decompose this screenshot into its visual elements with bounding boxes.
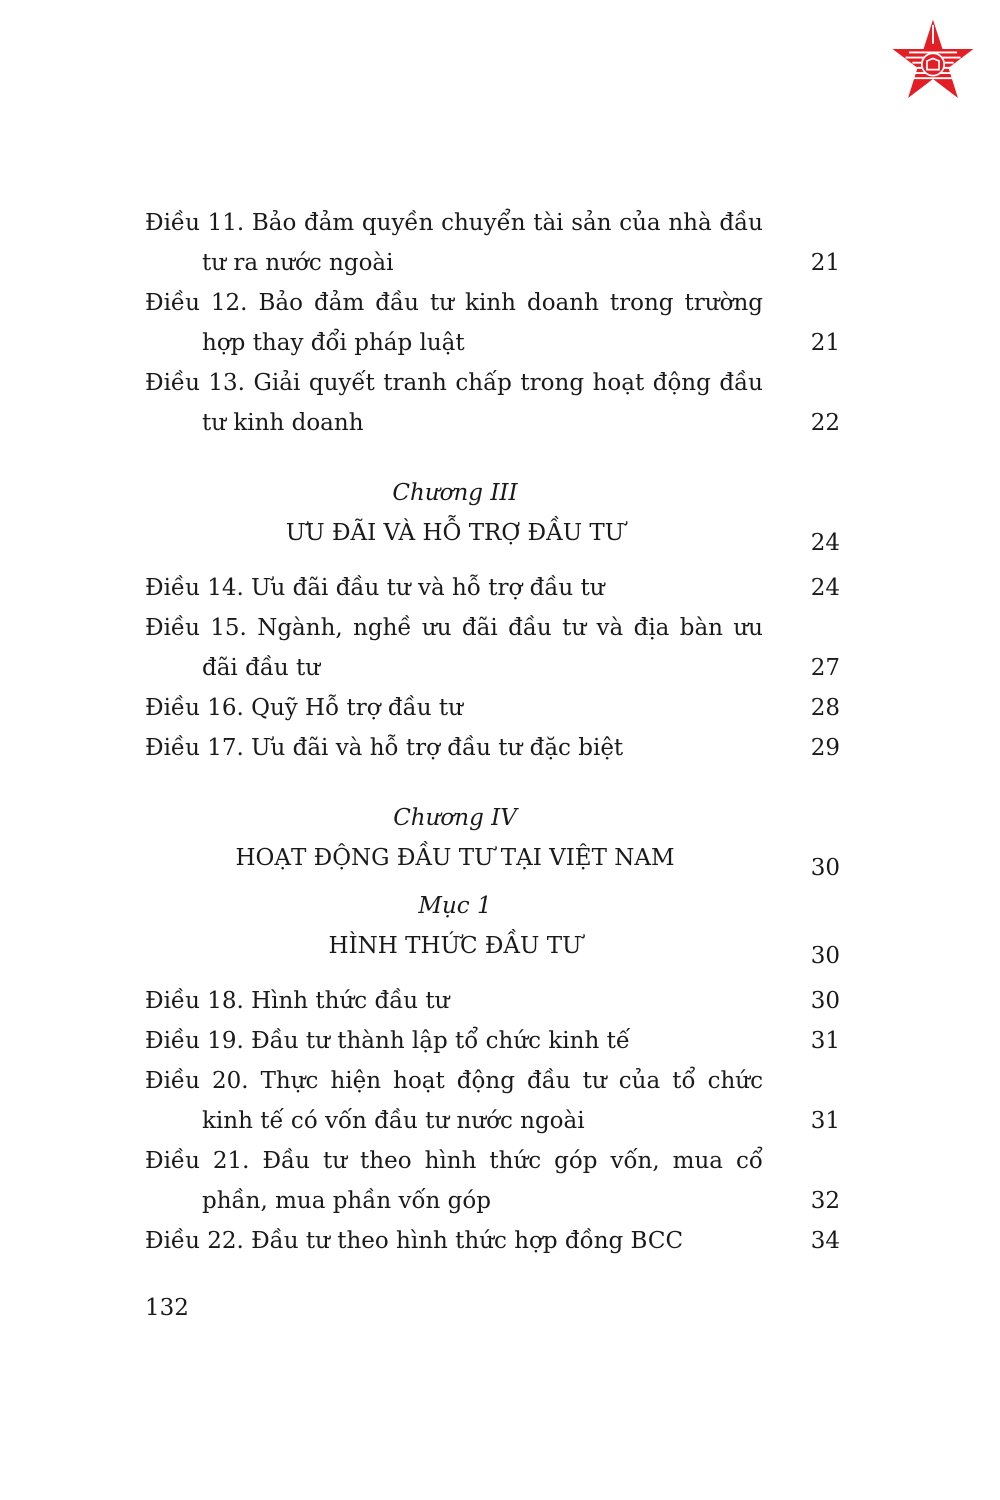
toc-page-number: 27 [810, 655, 840, 681]
toc-page-number: 31 [810, 1028, 840, 1054]
table-of-contents [145, 203, 840, 1261]
publisher-star-logo-icon [890, 18, 976, 104]
toc-page-number: 30 [810, 988, 840, 1014]
toc-page-number: 34 [810, 1228, 840, 1254]
toc-entry-dieu-14: Điều 14. Ưu đãi đầu tư và hỗ trợ đầu tư 24 [145, 568, 840, 608]
chapter-title: HOẠT ĐỘNG ĐẦU TƯ TẠI VIỆT NAM 30 [145, 838, 840, 878]
toc-page-number: 22 [810, 410, 840, 436]
toc-page-number: 28 [810, 695, 840, 721]
toc-entry-dieu-11-cont: tư ra nước ngoài 21 [145, 243, 840, 283]
toc-page-number: 29 [810, 735, 840, 761]
chapter-label: Chương III [392, 480, 518, 506]
toc-entry-dieu-18: Điều 18. Hình thức đầu tư 30 [145, 981, 840, 1021]
toc-page-number: 24 [810, 575, 840, 601]
toc-entry-dieu-12-cont: hợp thay đổi pháp luật 21 [145, 323, 840, 363]
toc-entry-dieu-15: Điều 15. Ngành, nghề ưu đãi đầu tư và địa bàn ưu [145, 615, 763, 641]
page-number: 132 [145, 1295, 189, 1321]
toc-page-number: 30 [810, 855, 840, 881]
toc-entry-dieu-12: Điều 12. Bảo đảm đầu tư kinh doanh trong trường [145, 290, 763, 316]
toc-entry-dieu-20: Điều 20. Thực hiện hoạt động đầu tư của tổ chức [145, 1068, 763, 1094]
section-label: Mục 1 [418, 893, 492, 919]
toc-page-number: 31 [810, 1108, 840, 1134]
toc-entry-dieu-21-cont: phần, mua phần vốn góp 32 [145, 1181, 840, 1221]
toc-entry-dieu-16: Điều 16. Quỹ Hỗ trợ đầu tư 28 [145, 688, 840, 728]
toc-entry-dieu-21: Điều 21. Đầu tư theo hình thức góp vốn, mua cổ [145, 1148, 763, 1174]
toc-entry-dieu-13: Điều 13. Giải quyết tranh chấp trong hoạt động đầu [145, 370, 763, 396]
toc-page-number: 21 [810, 250, 840, 276]
toc-entry-dieu-19: Điều 19. Đầu tư thành lập tổ chức kinh tế 31 [145, 1021, 840, 1061]
toc-page-number: 24 [810, 530, 840, 556]
toc-entry-dieu-17: Điều 17. Ưu đãi và hỗ trợ đầu tư đặc biệt 29 [145, 728, 840, 768]
toc-page-number: 21 [810, 330, 840, 356]
chapter-label: Chương IV [393, 805, 517, 831]
toc-entry-dieu-22: Điều 22. Đầu tư theo hình thức hợp đồng BCC 34 [145, 1221, 840, 1261]
toc-entry-dieu-15-cont: đãi đầu tư 27 [145, 648, 840, 688]
toc-entry-dieu-13-cont: tư kinh doanh 22 [145, 403, 840, 443]
toc-entry-dieu-11: Điều 11. Bảo đảm quyền chuyển tài sản của nhà đầu [145, 210, 763, 236]
toc-page-number: 30 [810, 943, 840, 969]
toc-page-number: 32 [810, 1188, 840, 1214]
chapter-title: ƯU ĐÃI VÀ HỖ TRỢ ĐẦU TƯ 24 [145, 513, 840, 553]
toc-entry-dieu-20-cont: kinh tế có vốn đầu tư nước ngoài 31 [145, 1101, 840, 1141]
section-title: HÌNH THỨC ĐẦU TƯ 30 [145, 926, 840, 966]
